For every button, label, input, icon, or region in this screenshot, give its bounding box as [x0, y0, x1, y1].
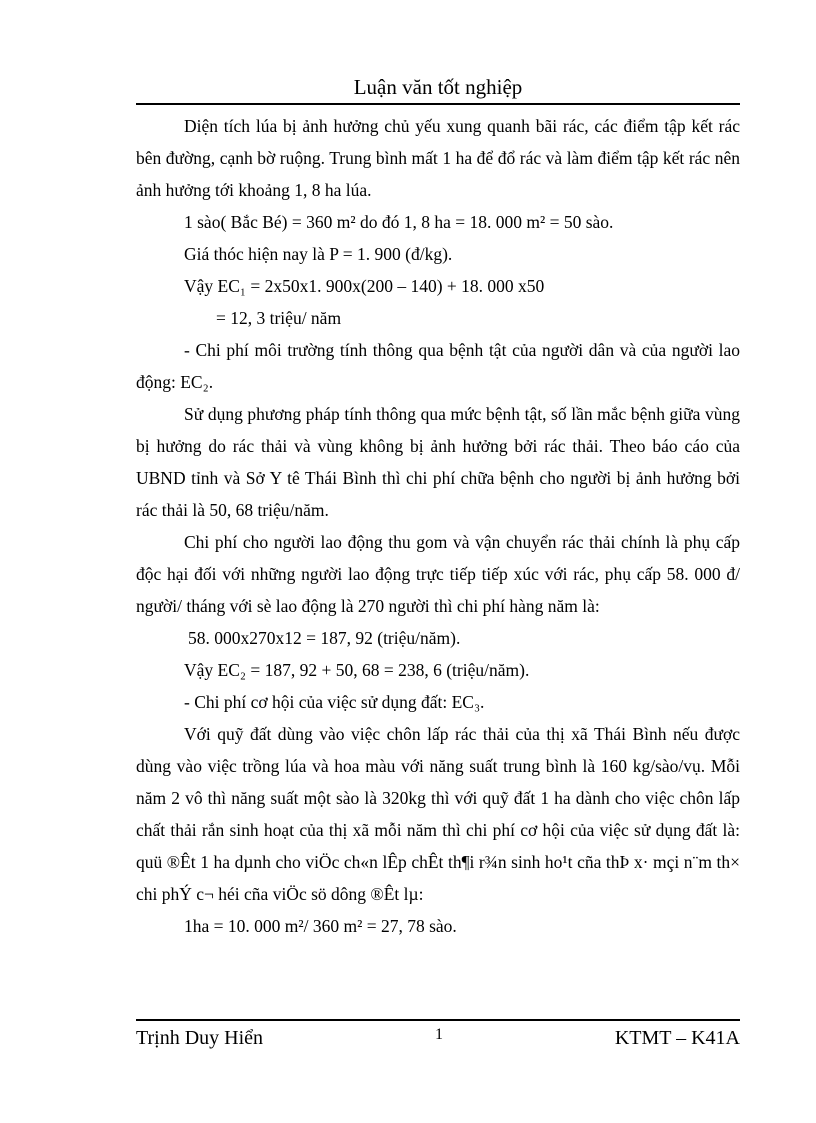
page-footer: [136, 1019, 740, 1050]
paragraph-land-use: Với quỹ đất dùng vào việc chôn lấp rác thải của thị xã Thái Bình nếu được dùng vào việc trồng lúa và hoa màu với năng suất trung bình là 160 kg/sào/vụ. Mỗi năm 2 vô thì năng suất một sào là 320kg thì với quỹ đất 1 ha dành cho việc chôn lấp chất thải rắn sinh hoạt của thị xã mỗi năm thì chi phí cơ hội của việc sử dụng đất là: quü ®Êt 1 ha dµnh cho viÖc ch«n lÊp chÊt th¶i r¾n sinh ho¹t cña thÞ x· mçi n¨m th× chi phÝ c¬ héi cña viÖc sö dông ®Êt lµ:: [136, 724, 740, 904]
paragraph-worker-allowance: Chi phí cho người lao động thu gom và vận chuyển rác thải chính là phụ cấp độc hại đối với những người lao động trực tiếp tiếp xúc với rác, phụ cấp 58. 000 đ/ người/ tháng với sè lao động là 270 người thì chi phí hàng năm là:: [136, 532, 740, 616]
formula-ha-conversion: 1ha = 10. 000 m²/ 360 m² = 27, 78 sào.: [184, 916, 457, 936]
paragraph-opportunity-cost-intro: - Chi phí cơ hội của việc sử dụng đất: EC₃.: [184, 692, 485, 712]
document-title: Luận văn tốt nghiệp: [353, 75, 523, 99]
formula-allowance-total: 58. 000x270x12 = 187, 92 (triệu/năm).: [188, 628, 461, 648]
footer-class-code: KTMT – K41A: [614, 1027, 740, 1049]
formula-rice-price: Giá thóc hiện nay là P = 1. 900 (đ/kg).: [184, 244, 453, 264]
formula-sao-conversion: 1 sào( Bắc Bé) = 360 m² do đó 1, 8 ha = 18. 000 m² = 50 sào.: [184, 212, 614, 232]
paragraph-affected-area: Diện tích lúa bị ảnh hưởng chủ yếu xung quanh bãi rác, các điểm tập kết rác bên đường, cạnh bờ ruộng. Trung bình mất 1 ha để đổ rác và làm điểm tập kết rác nên ảnh hưởng tới khoảng 1, 8 ha lúa.: [136, 116, 740, 200]
formula-ec1: Vậy EC₁ = 2x50x1. 900x(200 – 140) + 18. 000 x50: [184, 276, 545, 296]
page-number: 1: [434, 1026, 443, 1043]
formula-ec2-result: Vậy EC₂ = 187, 92 + 50, 68 = 238, 6 (triệu/năm).: [184, 660, 530, 680]
document-content: [136, 74, 740, 942]
document-body: [136, 110, 740, 942]
formula-ec1-result: = 12, 3 triệu/ năm: [216, 308, 342, 328]
page-header: [136, 74, 740, 105]
footer-author-name: Trịnh Duy Hiển: [136, 1027, 264, 1049]
paragraph-health-cost-intro: - Chi phí môi trường tính thông qua bệnh tật của người dân và của người lao động: EC₂.: [136, 340, 740, 392]
paragraph-health-method: Sử dụng phương pháp tính thông qua mức bệnh tật, số lần mắc bệnh giữa vùng bị hưởng do rác thải và vùng không bị ảnh hưởng bởi rác thải. Theo báo cáo của UBND tỉnh và Sở Y tê Thái Bình thì chi phí chữa bệnh cho người bị ảnh hưởng bởi rác thải là 50, 68 triệu/năm.: [136, 404, 740, 520]
